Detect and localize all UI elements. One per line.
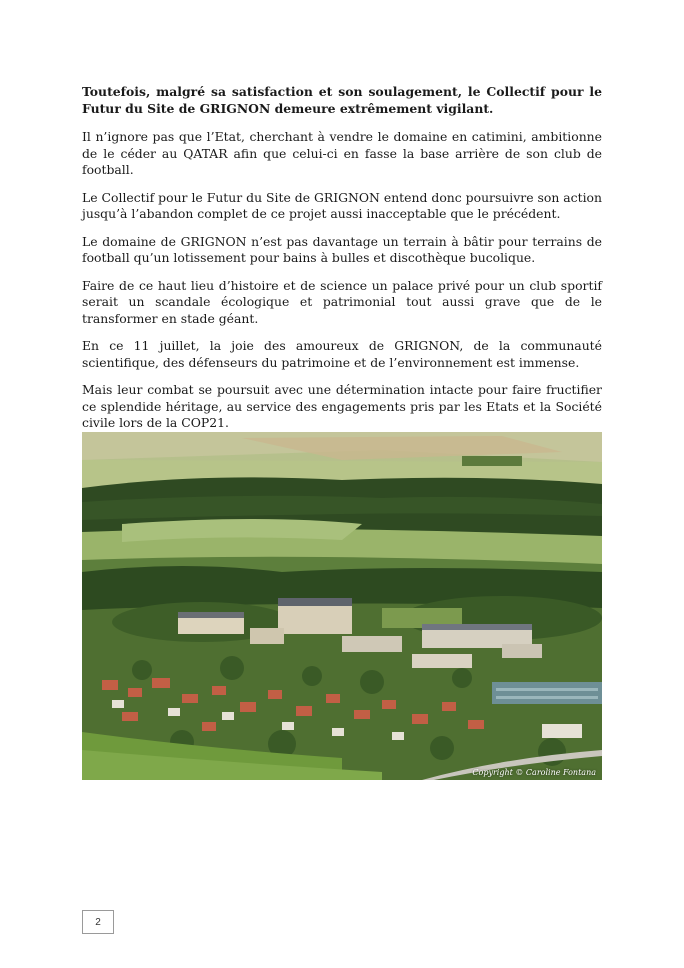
aerial-photo: [82, 432, 602, 780]
paragraph: Mais leur combat se poursuit avec une détermination intacte pour faire fructifier ce splendide héritage, au service des engagements pris par les Etats et la Société civile lors de la COP21.: [82, 382, 602, 430]
paragraph: Le domaine de GRIGNON n’est pas davantage un terrain à bâtir pour terrains de football qu’un lotissement pour bains à bulles et discothèque bucolique.: [82, 233, 602, 265]
paragraph: En ce 11 juillet, la joie des amoureux de GRIGNON, de la communauté scientifique, des défenseurs du patrimoine et de l’environnement est immense.: [82, 338, 602, 370]
page-number: 2: [82, 910, 114, 934]
paragraph: Il n’ignore pas que l’Etat, cherchant à vendre le domaine en catimini, ambitionne de le céder au QATAR afin que celui-ci en fasse la base arrière de son club de football.: [82, 129, 602, 177]
aerial-landscape-illustration: [82, 432, 602, 780]
document-body: [82, 84, 602, 443]
paragraph: Le Collectif pour le Futur du Site de GRIGNON entend donc poursuivre son action jusqu’à l’abandon complet de ce projet aussi inacceptable que le précédent.: [82, 189, 602, 221]
paragraph: Faire de ce haut lieu d’histoire et de science un palace privé pour un club sportif serait un scandale écologique et patrimonial tout aussi grave que de le transformer en stade géant.: [82, 277, 602, 326]
document-heading: Toutefois, malgré sa satisfaction et son soulagement, le Collectif pour le Futur du Site de GRIGNON demeure extrêmement vigilant.: [82, 84, 602, 116]
photo-copyright: Copyright © Caroline Fontana: [472, 768, 596, 777]
